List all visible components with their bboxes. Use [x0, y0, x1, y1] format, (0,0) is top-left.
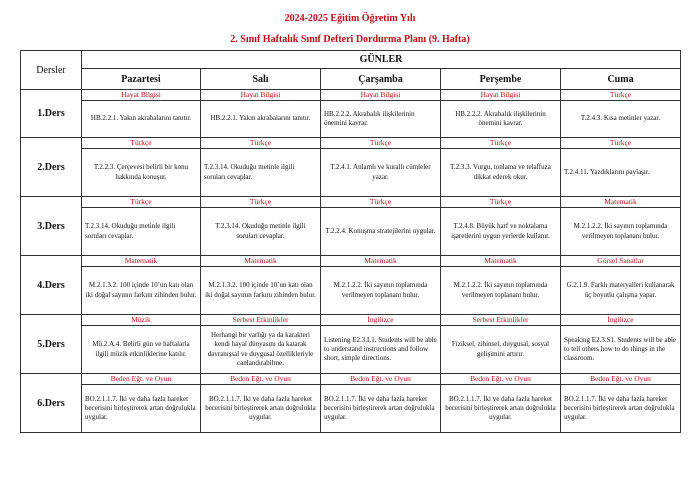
learning-outcome: BO.2.1.1.7. İki ve daha fazla hareket becerisini birleştirerek artan doğrulukla uygular. [445, 394, 556, 422]
learning-outcome-wrap [441, 267, 560, 314]
table-row [21, 90, 681, 138]
learning-outcome-wrap [321, 326, 440, 373]
table-row [21, 197, 681, 256]
learning-outcome: M.2.1.3.2. 100 içinde 10’un katı olan iki doğal sayının farkını zihinden bulur. [205, 281, 316, 299]
subject-name: Serbest Etkinlikler [441, 315, 560, 326]
day-header-thursday: Perşembe [441, 69, 561, 90]
lesson-cell-wednesday [321, 90, 441, 138]
learning-outcome-wrap [321, 385, 440, 432]
lesson-cell-thursday [441, 90, 561, 138]
lesson-label: 2.Ders [21, 138, 82, 197]
learning-outcome-wrap [201, 326, 320, 373]
learning-outcome: T.2.2.4. Konuşma stratejilerini uygular. [325, 226, 436, 235]
table-row [21, 256, 681, 315]
subject-name: Görsel Sanatlar [561, 256, 680, 267]
learning-outcome-wrap [201, 385, 320, 432]
learning-outcome: Listening E2.3.L1. Students will be able to understand instructions and follow short, simple directions. [324, 335, 437, 363]
subject-name: Türkçe [321, 197, 440, 208]
lesson-cell-monday [82, 90, 201, 138]
learning-outcome: Fiziksel, zihinsel, duygusal, sosyal gelişimini artırır. [451, 340, 550, 358]
learning-outcome-wrap [441, 208, 560, 255]
learning-outcome: T.2.3.14. Okuduğu metinle ilgili soruları cevaplar. [85, 222, 176, 240]
learning-outcome-wrap [561, 267, 680, 314]
subject-name: Serbest Etkinlikler [201, 315, 320, 326]
subject-name: Beden Eğt. ve Oyun [201, 374, 320, 385]
learning-outcome: T.2.3.3. Vurgu, tonlama ve telaffuza dikkat ederek okur. [450, 163, 551, 181]
lesson-cell-tuesday [201, 90, 321, 138]
page-title: 2024-2025 Eğitim Öğretim Yılı [284, 13, 416, 24]
learning-outcome: T.2.3.14. Okuduğu metinle ilgili soruları cevaplar. [204, 163, 295, 181]
lesson-cell-tuesday [201, 197, 321, 256]
learning-outcome-wrap [561, 208, 680, 255]
lesson-cell-wednesday [321, 315, 441, 374]
subject-name: Türkçe [82, 197, 200, 208]
page-subtitle: 2. Sınıf Haftalık Sınıf Defteri Dordurma Planı (9. Hafta) [230, 34, 470, 45]
lesson-cell-thursday [441, 374, 561, 433]
lesson-cell-friday [561, 197, 681, 256]
subject-name: Türkçe [82, 138, 200, 149]
learning-outcome: HB.2.2.2. Akrabalık ilişkilerinin önemini kavrar. [324, 109, 415, 127]
learning-outcome: BO.2.1.1.7. İki ve daha fazla hareket becerisini birleştirerek artan doğrulukla uygular. [324, 394, 435, 422]
lesson-cell-friday [561, 374, 681, 433]
learning-outcome: M.2.1.2.2. İki sayının toplamında verilmeyen toplananı bulur. [453, 281, 548, 299]
learning-outcome-wrap [201, 208, 320, 255]
subject-name: Hayat Bilgisi [201, 90, 320, 101]
lesson-cell-wednesday [321, 138, 441, 197]
table-row [21, 374, 681, 433]
subject-name: Müzik [82, 315, 200, 326]
subject-name: Beden Eğt. ve Oyun [321, 374, 440, 385]
learning-outcome: T.2.4.1. Anlamlı ve kurallı cümleler yazar. [330, 163, 431, 181]
learning-outcome: T.2.3.14. Okuduğu metinle ilgili soruları cevaplar. [215, 222, 306, 240]
learning-outcome: BO.2.1.1.7. İki ve daha fazla hareket becerisini birleştirerek artan doğrulukla uygular. [205, 394, 316, 422]
lesson-cell-tuesday [201, 315, 321, 374]
subject-name: Türkçe [441, 197, 560, 208]
learning-outcome: M.2.1.2.2. İki sayının toplamında verilmeyen toplananı bulur. [573, 222, 668, 240]
subject-name: Matematik [201, 256, 320, 267]
subject-name: Matematik [441, 256, 560, 267]
learning-outcome: HB.2.2.1. Yakın akrabalarını tanıtır. [210, 114, 311, 123]
subject-name: Matematik [561, 197, 680, 208]
lesson-cell-friday [561, 256, 681, 315]
learning-outcome-wrap [321, 149, 440, 196]
lesson-cell-friday [561, 90, 681, 138]
lesson-cell-monday [82, 138, 201, 197]
learning-outcome-wrap [201, 149, 320, 196]
subject-name: Türkçe [561, 138, 680, 149]
lesson-cell-tuesday [201, 256, 321, 315]
lesson-cell-monday [82, 197, 201, 256]
lesson-cell-wednesday [321, 256, 441, 315]
learning-outcome-wrap [561, 385, 680, 432]
learning-outcome: M.2.1.2.2. İki sayının toplamında verilmeyen toplananı bulur. [333, 281, 428, 299]
lesson-cell-thursday [441, 197, 561, 256]
learning-outcome-wrap [561, 149, 680, 196]
lesson-label: 1.Ders [21, 90, 82, 138]
learning-outcome-wrap [561, 326, 680, 373]
learning-outcome: HB.2.2.2. Akrabalık ilişkilerinin önemini kavrar. [455, 109, 546, 127]
subject-name: Matematik [321, 256, 440, 267]
lesson-cell-monday [82, 315, 201, 374]
learning-outcome-wrap [82, 267, 200, 314]
lesson-cell-tuesday [201, 138, 321, 197]
learning-outcome: Mü.2.A.4. Belirli gün ve haftalarla ilgili müzik etkinliklerine katılır. [92, 340, 190, 358]
lesson-plan-table [20, 50, 681, 433]
table-row [21, 315, 681, 374]
day-header-friday: Cuma [561, 69, 681, 90]
lesson-cell-thursday [441, 138, 561, 197]
subject-name: İngilizce [561, 315, 680, 326]
learning-outcome-wrap [441, 101, 560, 137]
subject-name: Hayat Bilgisi [82, 90, 200, 101]
learning-outcome: T.2.2.3. Çerçevesi belirli bir konu hakkında konuşur. [93, 163, 189, 181]
lesson-label: 3.Ders [21, 197, 82, 256]
learning-outcome-wrap [321, 267, 440, 314]
subject-name: Hayat Bilgisi [441, 90, 560, 101]
subject-name: Beden Eğt. ve Oyun [561, 374, 680, 385]
lesson-cell-monday [82, 256, 201, 315]
learning-outcome: T.2.4.11. Yazdıklarını paylaşır. [564, 167, 650, 176]
learning-outcome-wrap [82, 326, 200, 373]
learning-outcome: BO.2.1.1.7. İki ve daha fazla hareket becerisini birleştirerek artan doğrulukla uygular. [85, 394, 196, 422]
subject-name: Matematik [82, 256, 200, 267]
learning-outcome-wrap [82, 149, 200, 196]
learning-outcome-wrap [441, 326, 560, 373]
day-header-monday: Pazartesi [82, 69, 201, 90]
subject-name: Türkçe [201, 197, 320, 208]
learning-outcome-wrap [321, 101, 440, 137]
day-header-tuesday: Salı [201, 69, 321, 90]
learning-outcome-wrap [561, 101, 680, 137]
learning-outcome: HB.2.2.1. Yakın akrabalarını tanıtır. [90, 114, 192, 123]
lesson-label: 4.Ders [21, 256, 82, 315]
lesson-label: 5.Ders [21, 315, 82, 374]
subject-name: Türkçe [441, 138, 560, 149]
learning-outcome-wrap [321, 208, 440, 255]
learning-outcome: T.2.4.8. Büyük harf ve noktalama işaretlerini uygun yerlerde kullanır. [451, 222, 550, 240]
learning-outcome-wrap [441, 149, 560, 196]
lesson-cell-tuesday [201, 374, 321, 433]
learning-outcome-wrap [82, 385, 200, 432]
lesson-label: 6.Ders [21, 374, 82, 433]
learning-outcome: M.2.1.3.2. 100 içinde 10’un katı olan iki doğal sayının farkını zihinden bulur. [85, 281, 197, 299]
learning-outcome: Speaking E2.3.S1. Students will be able to tell others how to do things in the classroom. [564, 335, 676, 363]
learning-outcome: G.2.1.9. Farklı materyalleri kullanarak üç boyutlu çalışma yapar. [566, 281, 675, 299]
lesson-cell-friday [561, 138, 681, 197]
subject-name: İngilizce [321, 315, 440, 326]
lesson-cell-monday [82, 374, 201, 433]
learning-outcome: Herhangi bir varlığı ya da karakteri kendi hayal dünyasını da katarak davranışsal ve duygusal özellikleriyle canlandırabilme. [207, 330, 314, 367]
lesson-cell-friday [561, 315, 681, 374]
days-group-header: GÜNLER [82, 51, 681, 69]
learning-outcome-wrap [201, 267, 320, 314]
subject-name: Türkçe [561, 90, 680, 101]
lesson-cell-thursday [441, 256, 561, 315]
learning-outcome-wrap [82, 101, 200, 137]
lesson-cell-wednesday [321, 374, 441, 433]
learning-outcome: T.2.4.3. Kısa metinler yazar. [580, 114, 661, 123]
learning-outcome-wrap [441, 385, 560, 432]
lessons-column-header: Dersler [21, 51, 82, 90]
learning-outcome-wrap [201, 101, 320, 137]
subject-name: Beden Eğt. ve Oyun [82, 374, 200, 385]
learning-outcome-wrap [82, 208, 200, 255]
lesson-cell-thursday [441, 315, 561, 374]
subject-name: Hayat Bilgisi [321, 90, 440, 101]
table-row [21, 138, 681, 197]
subject-name: Beden Eğt. ve Oyun [441, 374, 560, 385]
subject-name: Türkçe [321, 138, 440, 149]
learning-outcome: BO.2.1.1.7. İki ve daha fazla hareket becerisini birleştirerek artan doğrulukla uygular. [564, 394, 675, 422]
lesson-rows [21, 90, 681, 433]
lesson-cell-wednesday [321, 197, 441, 256]
subject-name: Türkçe [201, 138, 320, 149]
day-header-wednesday: Çarşamba [321, 69, 441, 90]
